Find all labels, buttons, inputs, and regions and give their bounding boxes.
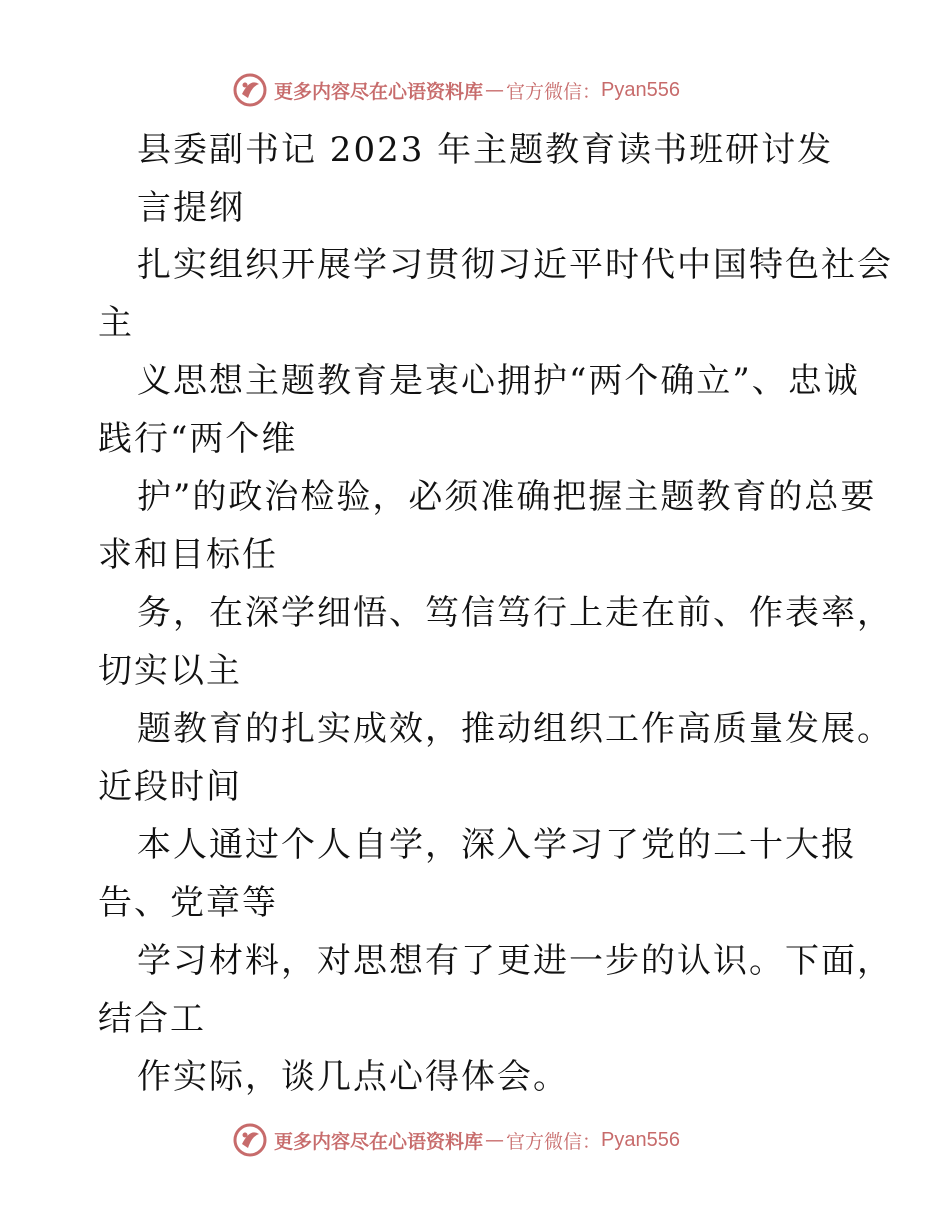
doc-line-1: 县委副书记 2023 年主题教育读书班研讨发 [137, 130, 834, 170]
doc-line-11: 题教育的扎实成效，推动组织工作高质量发展。 [137, 709, 893, 749]
doc-line-16: 结合工 [98, 999, 206, 1039]
doc-line-2: 言提纲 [137, 188, 245, 228]
doc-line-6: 践行“两个维 [98, 419, 298, 459]
doc-line-5: 义思想主题教育是衷心拥护“两个确立”、忠诚 [137, 361, 860, 401]
banner-dash: — [485, 1129, 505, 1151]
doc-line-8: 求和目标任 [98, 535, 278, 575]
banner-wechat-id: Pyan556 [601, 78, 680, 101]
doc-line-14: 告、党章等 [98, 883, 278, 923]
banner-text: 更多内容尽在心语资料库 [274, 1130, 484, 1153]
banner-wechat-label: 官方微信： [506, 80, 602, 103]
banner-dash: — [485, 79, 505, 101]
footer-watermark-banner [232, 1120, 680, 1160]
banner-text: 更多内容尽在心语资料库 [274, 80, 484, 103]
logo-icon [232, 1122, 268, 1158]
logo-icon [232, 72, 268, 108]
header-watermark-banner [232, 70, 680, 110]
doc-line-7: 护”的政治检验，必须准确把握主题教育的总要 [137, 477, 877, 517]
doc-line-10: 切实以主 [98, 651, 242, 691]
doc-line-12: 近段时间 [98, 767, 242, 807]
doc-line-9: 务，在深学细悟、笃信笃行上走在前、作表率， [137, 593, 893, 633]
banner-wechat-label: 官方微信： [506, 1130, 602, 1153]
doc-line-3: 扎实组织开展学习贯彻习近平时代中国特色社会 [137, 245, 893, 285]
doc-line-17: 作实际，谈几点心得体会。 [137, 1057, 569, 1097]
doc-line-4: 主 [98, 303, 134, 343]
doc-line-13: 本人通过个人自学，深入学习了党的二十大报 [137, 825, 857, 865]
doc-line-15: 学习材料，对思想有了更进一步的认识。下面， [137, 941, 893, 981]
banner-wechat-id: Pyan556 [601, 1128, 680, 1151]
